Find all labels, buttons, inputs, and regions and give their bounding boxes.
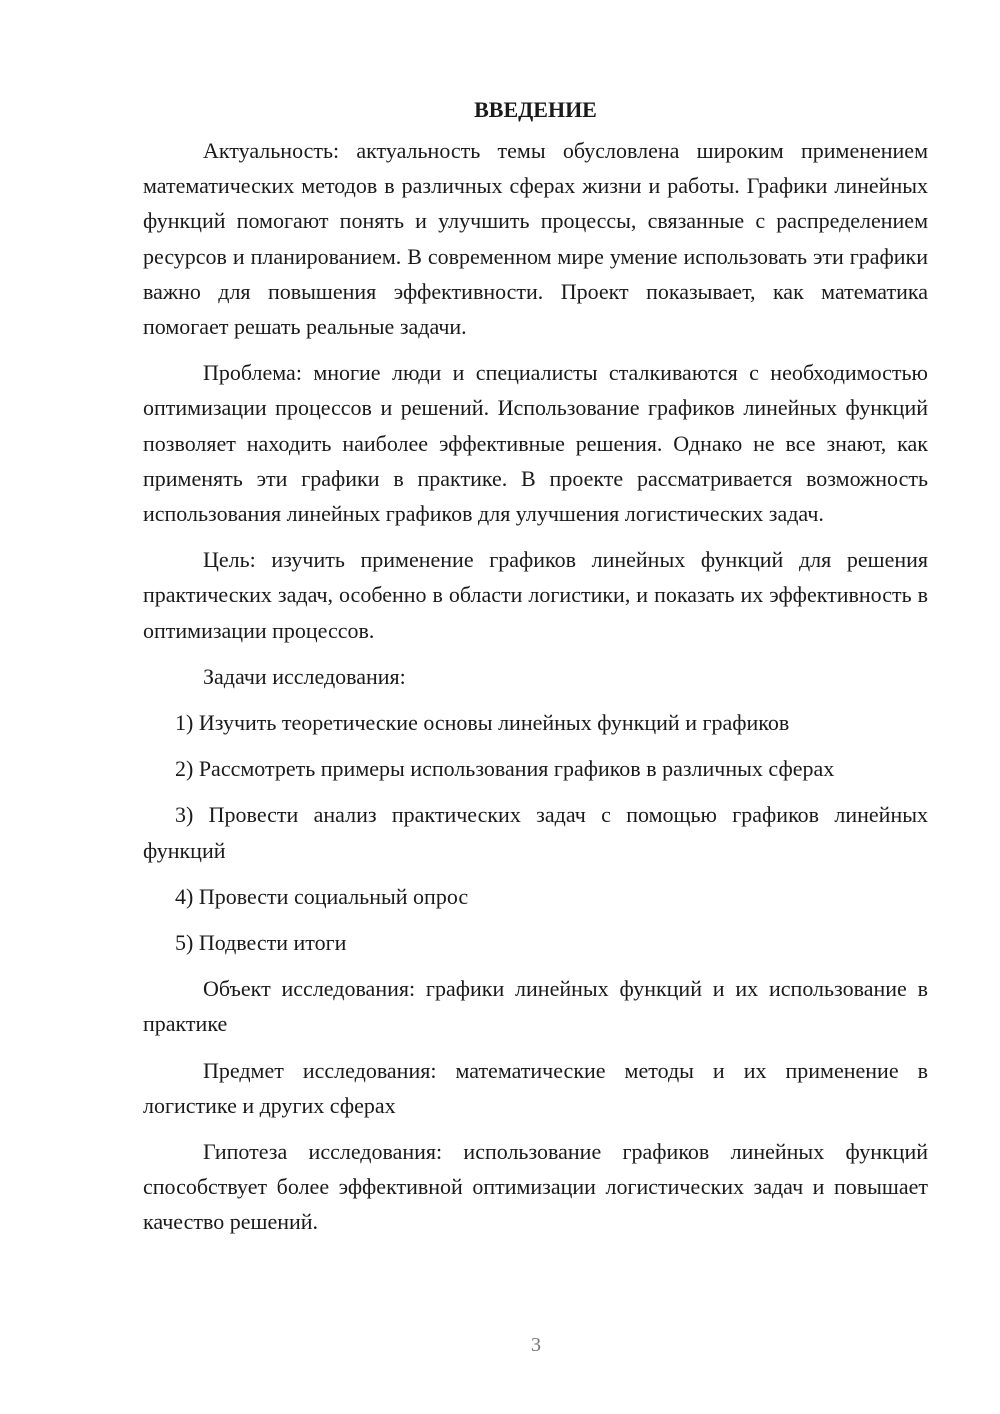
task-item-4: 4) Провести социальный опрос — [175, 883, 469, 909]
paragraph-object: Объект исследования: графики линейных функций и их использование в практике — [143, 976, 928, 1037]
document-page — [143, 90, 928, 1251]
paragraph-goal: Цель: изучить применение графиков линейных функций для решения практических задач, особенно в области логистики, и показать их эффективность в оптимизации процессов. — [143, 547, 928, 643]
page-number: 3 — [531, 1334, 541, 1356]
paragraph-hypothesis: Гипотеза исследования: использование графиков линейных функций способствует более эффективной оптимизации логистических задач и повышает качество решений. — [143, 1139, 928, 1235]
task-item-2: 2) Рассмотреть примеры использования графиков в различных сферах — [175, 756, 835, 782]
task-item-3: 3) Провести анализ практических задач с помощью графиков линейных функций — [143, 802, 928, 863]
paragraph-relevance: Актуальность: актуальность темы обусловлена широким применением математических методов в различных сферах жизни и работы. Графики линейных функций помогают понять и улучшить процессы, связанные с распределением ресурсов и планированием. В современном мире умение использовать эти графики важно для повышения эффективности. Проект показывает, как математика помогает решать реальные задачи. — [143, 138, 928, 340]
page-title: ВВЕДЕНИЕ — [474, 97, 597, 122]
tasks-heading: Задачи исследования: — [203, 663, 406, 689]
task-item-1: 1) Изучить теоретические основы линейных функций и графиков — [175, 710, 790, 736]
paragraph-problem: Проблема: многие люди и специалисты сталкиваются с необходимостью оптимизации процессов и решений. Использование графиков линейных функций позволяет находить наиболее эффективные решения. Однако не все знают, как применять эти графики в практике. В проекте рассматривается возможность использования линейных графиков для улучшения логистических задач. — [143, 360, 928, 527]
task-item-5: 5) Подвести итоги — [175, 930, 347, 956]
paragraph-subject: Предмет исследования: математические методы и их применение в логистике и других сферах — [143, 1057, 928, 1118]
